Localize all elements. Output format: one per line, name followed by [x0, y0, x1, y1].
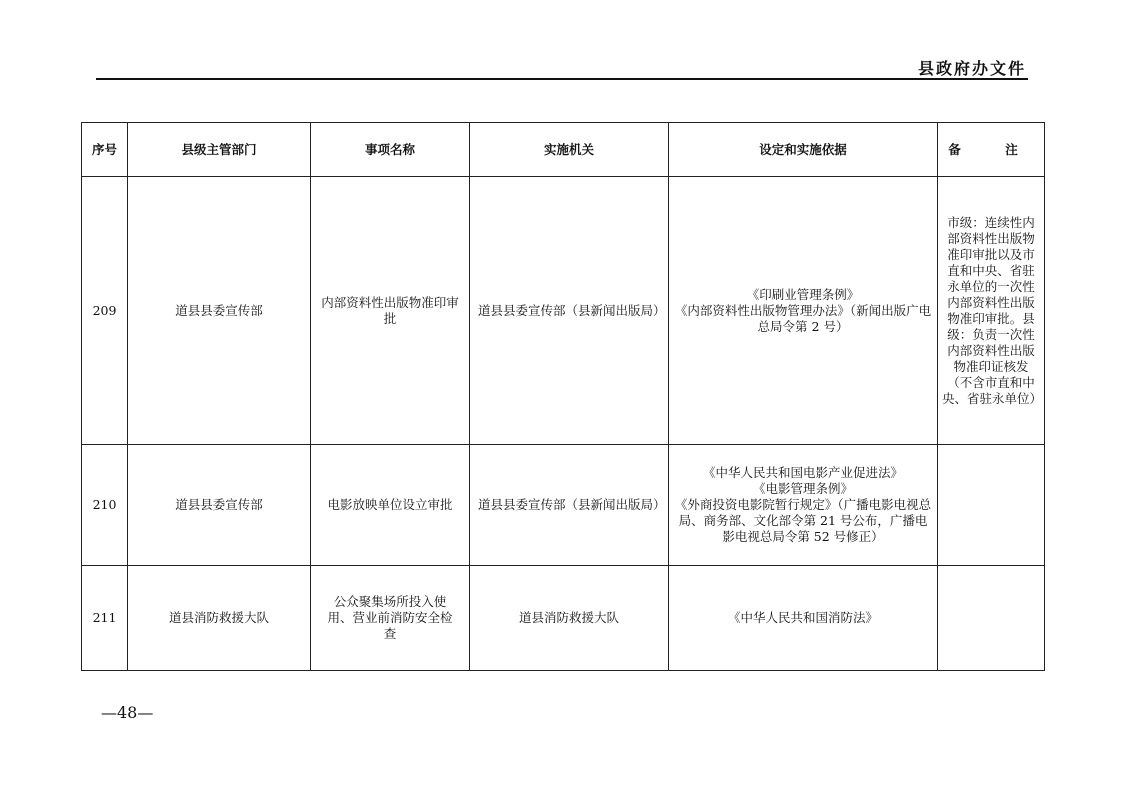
basis-line: 《外商投资电影院暂行规定》（广播电影电视总局、商务部、文化部令第 21 号公布，广播电影电视总局令第 52 号修正） [674, 497, 932, 544]
cell-dept: 道县县委宣传部 [128, 177, 311, 445]
column-header-basis: 设定和实施依据 [669, 123, 938, 177]
cell-agency-text: 道县县委宣传部（县新闻出版局） [478, 302, 666, 318]
basis-line: 《中华人民共和国消防法》 [727, 610, 878, 625]
cell-agency: 道县消防救援大队 [470, 566, 669, 671]
table-row [82, 445, 1045, 566]
cell-no: 210 [82, 445, 128, 566]
table-header-row [82, 123, 1045, 177]
column-header-agency: 实施机关 [470, 123, 669, 177]
table-row [82, 177, 1045, 445]
cell-dept: 道县县委宣传部 [128, 445, 311, 566]
basis-line: 《电影管理条例》 [752, 481, 853, 496]
cell-no: 211 [82, 566, 128, 671]
approval-items-table [81, 122, 1045, 671]
cell-no: 209 [82, 177, 128, 445]
basis-line: 《内部资料性出版物管理办法》（新闻出版广电总局令第 2 号） [674, 302, 932, 334]
cell-item: 电影放映单位设立审批 [311, 445, 470, 566]
cell-note [938, 566, 1045, 671]
cell-dept: 道县消防救援大队 [128, 566, 311, 671]
cell-item [311, 177, 470, 445]
table-row [82, 566, 1045, 671]
column-header-dept: 县级主管部门 [128, 123, 311, 177]
cell-basis [669, 566, 938, 671]
column-header-note: 备 注 [938, 123, 1045, 177]
page-number: —48— [101, 703, 154, 722]
cell-item-text: 内部资料性出版物准印审批 [321, 294, 459, 326]
cell-item-text: 公众聚集场所投入使用、营业前消防安全检查 [327, 594, 453, 641]
cell-basis [669, 445, 938, 566]
cell-agency [470, 445, 669, 566]
cell-basis [669, 177, 938, 445]
basis-line: 《中华人民共和国电影产业促进法》 [702, 465, 903, 480]
cell-note [938, 445, 1045, 566]
cell-agency-text: 道县县委宣传部（县新闻出版局） [478, 497, 666, 512]
basis-line: 《印刷业管理条例》 [746, 286, 860, 302]
cell-agency [470, 177, 669, 445]
cell-item [311, 566, 470, 671]
document-header-title: 县政府办文件 [917, 59, 1026, 78]
header-divider [96, 78, 1028, 80]
cell-note: 市级：连续性内部资料性出版物准印审批以及市直和中央、省驻永单位的一次性内部资料性出版物准印审批。县级：负责一次性内部资料性出版物准印证核发（不含市直和中央、省驻永单位） [938, 177, 1045, 445]
column-header-item: 事项名称 [311, 123, 470, 177]
column-header-no: 序号 [82, 123, 128, 177]
